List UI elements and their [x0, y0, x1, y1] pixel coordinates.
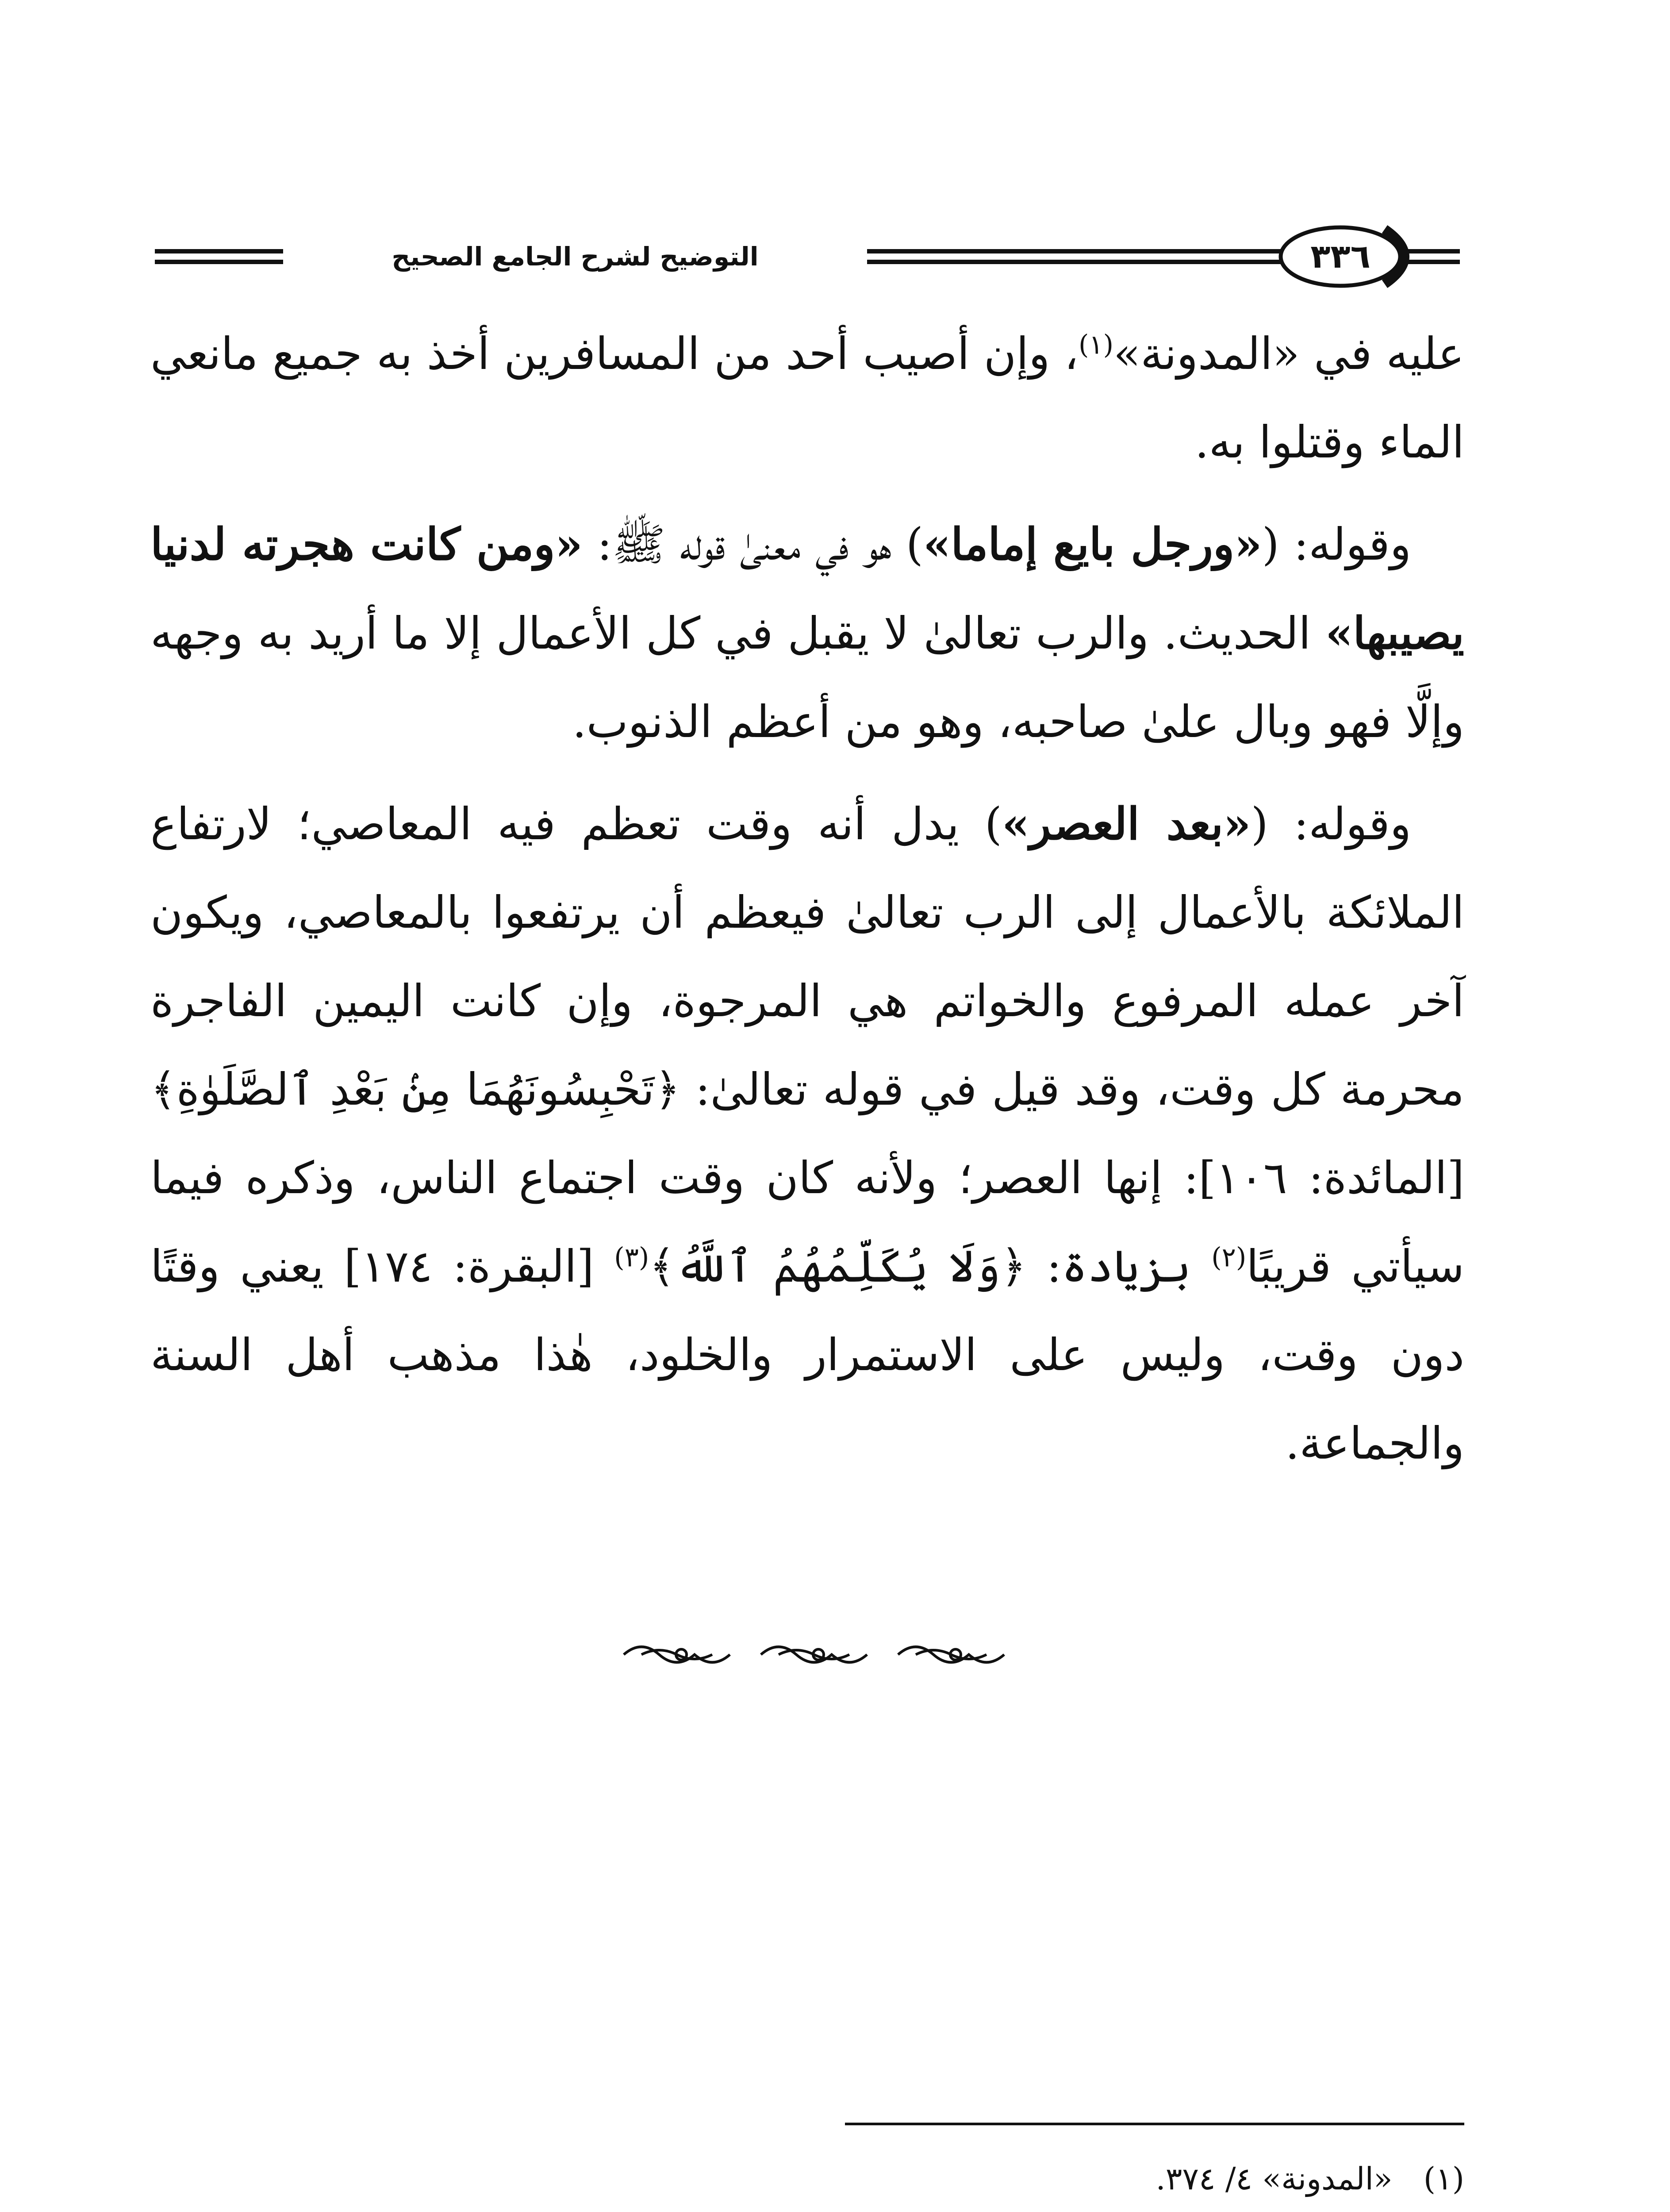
p2-hadith: «ومن كانت هجرته لدنيا يصيبها» [150, 518, 1464, 659]
p2-quote: «ورجل بايع إماما» [923, 518, 1262, 570]
running-title: التوضيح لشرح الجامع الصحيح [296, 239, 854, 274]
p1-text-a: عليه في «المدونة» [1113, 328, 1464, 380]
paragraph-1 [150, 310, 1464, 487]
p3-quote: «بعد العصر» [1002, 798, 1251, 850]
footnote-1 [150, 2146, 1464, 2212]
page-number: ٣٣٦ [1310, 238, 1371, 276]
p3-text-c: بزيادة: [1026, 1240, 1212, 1292]
p3-text-b: [المائدة: ١٠٦]: إنها العصر؛ ولأنه كان وقت اجتماع الناس، وذكره فيما سيأتي قريبًا [150, 1152, 1464, 1292]
footnote-ref-1[interactable]: (١) [1078, 329, 1114, 361]
p2-text-a: ) هو في معنىٰ قوله ﷺ: [583, 518, 923, 570]
footnote-ref-3[interactable]: (٣) [614, 1242, 649, 1273]
p3-lead: وقوله: ( [1251, 798, 1412, 850]
footnote-number: (١) [1423, 2161, 1464, 2197]
p2-text-b: الحديث. والرب تعالىٰ لا يقبل في كل الأعمال إلا ما أريد به وجهه وإلَّا فهو وبال علىٰ صاحبه، وهو من أعظم الذنوب. [150, 607, 1464, 748]
footnote-separator [845, 2123, 1464, 2125]
p1-text-b: ، وإن أصيب أحد من المسافرين أخذ به جميع مانعي الماء وقتلوا به. [150, 328, 1464, 468]
p3-text-d: [البقرة: ١٧٤] يعني وقتًا دون وقت، وليس على الاستمرار والخلود، هٰذا مذهب أهل السنة والجماعة. [150, 1240, 1464, 1469]
footnote-ref-2[interactable]: (٢) [1211, 1242, 1247, 1273]
quran-verse-1: ﴿تَحْبِسُونَهُمَا مِنۢ بَعْدِ ٱلصَّلَوٰةِ﴾ [150, 1064, 680, 1115]
p3-text-a: ) يدل أنه وقت تعظم فيه المعاصي؛ لارتفاع الملائكة بالأعمال إلى الرب تعالىٰ فيعظم أن يرتفعوا بالمعاصي، ويكون آخر عمله المرفوع والخواتم هي المرجوة، وإن كانت اليمين الفاجرة محرمة كل وقت، وقد قيل في قوله تعالىٰ: [150, 798, 1464, 1115]
p2-lead: وقوله: ( [1262, 518, 1412, 570]
paragraph-2 [150, 500, 1464, 766]
page-header [150, 212, 1464, 301]
quran-verse-2: ﴿وَلَا يُكَلِّمُهُمُ ٱللَّهُ﴾ [649, 1240, 1027, 1292]
paragraph-3 [150, 780, 1464, 1488]
main-text [150, 310, 1464, 1501]
footnote-text: «المدونة» ٤/ ٣٧٤. [1156, 2161, 1393, 2197]
footnotes [150, 2146, 1464, 2212]
section-end-ornament [615, 1637, 1022, 1672]
